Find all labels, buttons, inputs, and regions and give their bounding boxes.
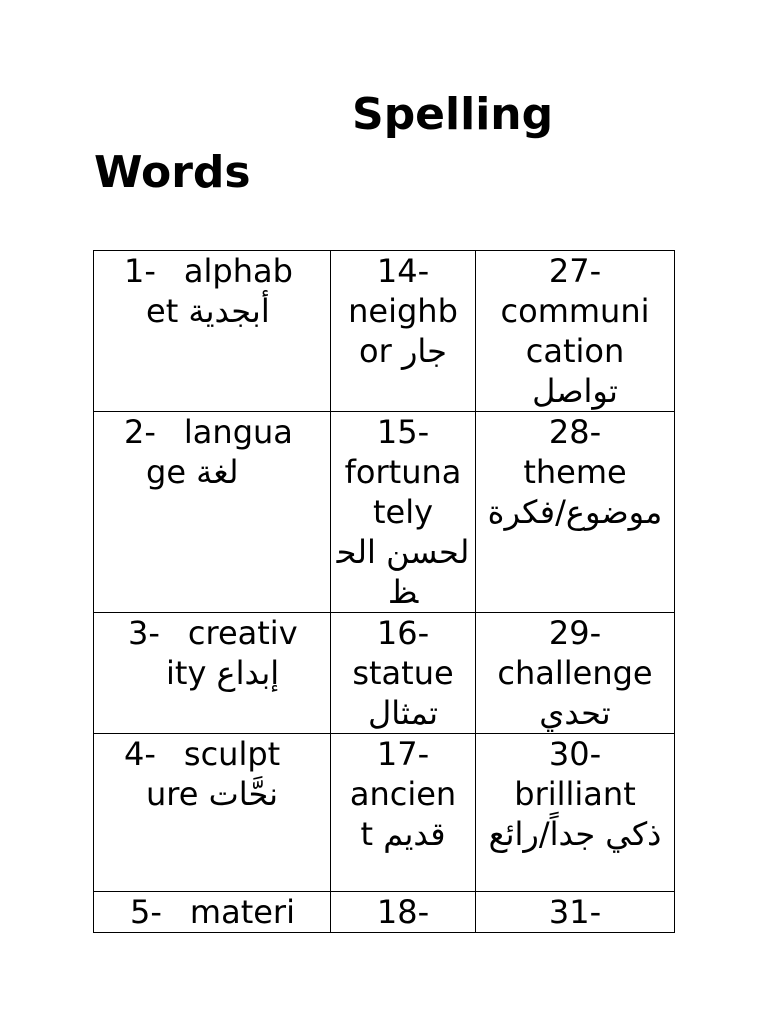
arabic-translation: موضوع/فكرة (487, 493, 663, 531)
word-cell (476, 412, 675, 613)
word-text: communi (500, 292, 650, 330)
table-row (94, 251, 675, 412)
word-cell (94, 734, 331, 892)
word-number: 30- (548, 735, 602, 773)
word-cell (94, 613, 331, 734)
page-title: Spelling Words (94, 89, 554, 198)
word-number: 3- (128, 614, 160, 652)
word-text: creativ (187, 614, 298, 652)
word-number: 5- (130, 893, 162, 931)
word-number: 29- (548, 614, 602, 652)
arabic-translation: جار (401, 332, 447, 370)
word-text-end: ure (146, 775, 199, 813)
word-cell (476, 892, 675, 933)
word-text: brilliant (514, 775, 636, 813)
word-text-end: or (359, 332, 392, 370)
arabic-translation: ذكي جداً/رائع (488, 815, 662, 853)
word-text: theme (523, 453, 627, 491)
word-cell (331, 412, 476, 613)
word-text-end: cation (525, 332, 625, 370)
word-cell (331, 892, 476, 933)
word-number: 16- (376, 614, 430, 652)
word-number: 15- (376, 413, 430, 451)
table-row (94, 734, 675, 892)
word-text: statue (352, 654, 454, 692)
arabic-translation: تواصل (532, 372, 618, 410)
word-text-end: tely (372, 493, 434, 531)
word-text: sculpt (183, 735, 281, 773)
word-text: neighb (348, 292, 458, 330)
word-text-end: ge (146, 453, 186, 491)
word-text: materi (189, 893, 295, 931)
arabic-translation: إبداع (216, 654, 280, 692)
word-text: alphab (183, 252, 293, 290)
table-row (94, 412, 675, 613)
word-number: 4- (124, 735, 156, 773)
arabic-translation: أبجدية (188, 292, 270, 330)
word-number: 14- (376, 252, 430, 290)
word-cell (331, 613, 476, 734)
word-number: 17- (376, 735, 430, 773)
word-text: challenge (497, 654, 653, 692)
word-cell (476, 613, 675, 734)
word-number: 27- (548, 252, 602, 290)
word-cell (476, 251, 675, 412)
word-text-end: et (146, 292, 179, 330)
arabic-translation: تحدي (539, 694, 611, 732)
word-number: 18- (376, 893, 430, 931)
arabic-translation: تمثال (367, 694, 439, 732)
word-text-end: ity (166, 654, 207, 692)
arabic-translation: لغة (196, 453, 239, 491)
arabic-translation: نحَّات (208, 775, 279, 813)
word-number: 1- (124, 252, 156, 290)
word-text: fortuna (344, 453, 462, 491)
spelling-words-table (93, 250, 675, 933)
table-row (94, 613, 675, 734)
arabic-translation: قديم (383, 815, 446, 853)
word-cell (94, 892, 331, 933)
word-text: langua (183, 413, 293, 451)
table-row (94, 892, 675, 933)
arabic-translation: لحسن الحظ (336, 533, 470, 611)
word-cell (94, 412, 331, 613)
word-cell (476, 734, 675, 892)
word-text: ancien (349, 775, 457, 813)
word-cell (94, 251, 331, 412)
word-cell (331, 251, 476, 412)
word-cell (331, 734, 476, 892)
word-text-end: t (360, 815, 374, 853)
word-number: 31- (548, 893, 602, 931)
word-number: 2- (124, 413, 156, 451)
word-number: 28- (548, 413, 602, 451)
